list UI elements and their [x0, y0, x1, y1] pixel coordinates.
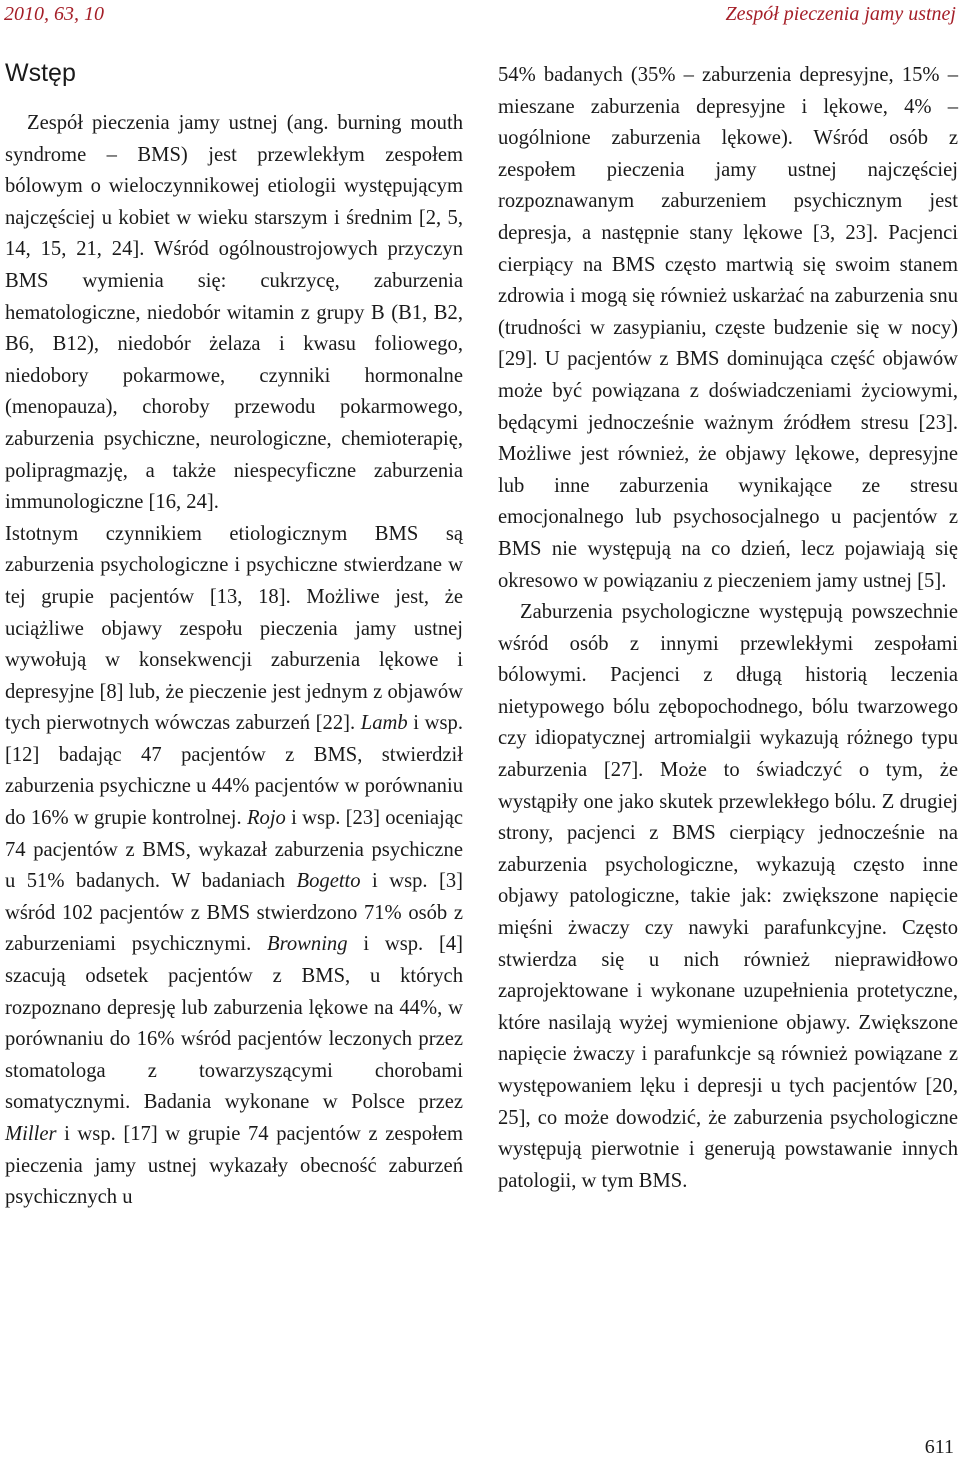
text-run: i wsp. [3] wśród 102 pacjentów z BMS stwierdzono 71% osób z zaburzeniami psychicznymi. — [5, 870, 463, 956]
continuation-paragraph: 54% badanych (35% – zaburzenia depresyjne, 15% – mieszane zaburzenia depresyjne i lękowe, 4% – uogólnione zaburzenia lękowe). Wśród osób z zespołem pieczenia jamy ustnej najczęściej rozpoznawanym zaburzeniem psychicznym jest depresja, a następnie stany lękowe [3, 23]. Pacjenci cierpiący na BMS często martwią się swoim stanem zdrowia i mogą się również uskarżać na zaburzenia snu (trudności w zasypianiu, częste budzenie się w nocy) [29]. U pacjentów z BMS dominująca część objawów może być powiązana z doświadczeniami życiowymi, będącymi jednocześnie ważnym źródłem stresu [23]. Możliwe jest również, że objawy lękowe, depresyjne lub inne zaburzenia wynikające ze stresu emocjonalnego lub psychosocjalnego u pacjentów z BMS nie występują na co dzień, lecz pojawiają się okresowo w powiązaniu z pieczeniem jamy ustnej [5]. — [498, 64, 958, 592]
chronic-pain-paragraph: Zaburzenia psychologiczne występują powszechnie wśród osób z innymi przewlekłymi zespołami bólowymi. Pacjenci z długą historią leczenia nietypowego bólu zębopochodnego, bólu twarzowego czy idiopatycznej artromialgii wykazują różnego typu zaburzenia [27]. Może to świadczyć o tym, że wystąpiły one jako skutek przewlekłego bólu. Z drugiej strony, pacjenci z BMS cierpiący jednocześnie na zaburzenia psychologiczne, wykazują często inne objawy patologiczne, takie jak: zwiększone napięcie mięśni żwaczy czy nawyki parafunkcyjne. Często stwierdza się u nich również nieprawidłowo zaprojektowane i wykonane uzupełnienia protetyczne, które nasilają wyżej wymienione objawy. Zwiększone napięcie żwaczy i parafunkcje są również powiązane z występowaniem lęku i depresji u tych pacjentów [20, 25], co może dowodzić, że zaburzenia psychologiczne występują pierwotnie i generują powstawanie innych patologii, w tym BMS. — [498, 601, 958, 1192]
text-run: i wsp. [17] w grupie 74 pacjentów z zespołem pieczenia jamy ustnej wykazały obecność zaburzeń psychicznych u — [5, 1123, 463, 1209]
text-run: i wsp. [12] badając 47 pacjentów z BMS, stwierdził zaburzenia psychiczne u 44% pacjentów w porównaniu do 16% w grupie kontrolnej. — [5, 712, 463, 830]
page-number: 611 — [924, 1436, 954, 1458]
journal-citation: 2010, 63, 10 — [4, 3, 104, 25]
author-miller: Miller — [5, 1123, 57, 1145]
author-rojo: Rojo — [246, 807, 286, 830]
left-column — [5, 56, 463, 1214]
etiology-paragraph — [5, 519, 463, 1214]
section-heading: Wstęp — [5, 59, 76, 87]
intro-paragraph: Zespół pieczenia jamy ustnej (ang. burning mouth syndrome – BMS) jest przewlekłym zespołem bólowym o wieloczynnikowej etiologii występującym najczęściej u kobiet w wieku starszym i średnim [2, 5, 14, 15, 21, 24]. Wśród ogólnoustrojowych przyczyn BMS wymienia się: cukrzycę, zaburzenia hematologiczne, niedobór witamin z grupy B (B1, B2, B6, B12), niedobór żelaza i kwasu foliowego, niedobory pokarmowe, czynniki hormonalne (menopauza), choroby przewodu pokarmowego, zaburzenia psychiczne, neurologiczne, chemioterapię, polipragmazję, a także niespecyficzne zaburzenia immunologiczne [16, 24]. — [5, 112, 463, 514]
text-run: i wsp. [23] oceniając 74 pacjentów z BMS, wykazał zaburzenia psychiczne u 51% badanych. W badaniach — [5, 807, 463, 893]
text-run: Istotnym czynnikiem etiologicznym BMS są zaburzenia psychologiczne i psychiczne stwierdzane w tej grupie pacjentów [13, 18]. Możliwe jest, że uciążliwe objawy zespołu pieczenia jamy ustnej wywołują w konsekwencji zaburzenia lękowe i depresyjne [8] lub, że pieczenie jest jednym z objawów tych pierwotnych wówczas zaburzeń [22]. — [5, 522, 463, 735]
running-title: Zespół pieczenia jamy ustnej — [725, 3, 956, 25]
author-bogetto: Bogetto — [296, 870, 361, 893]
author-lamb: Lamb — [360, 712, 408, 735]
right-column — [498, 60, 958, 1197]
page-header — [0, 0, 960, 28]
author-browning: Browning — [267, 933, 348, 956]
text-run: i wsp. [4] szacują odsetek pacjentów z BMS, u których rozpoznano depresję lub zaburzenia lękowe na 44%, w porównaniu do 16% wśród pacjentów leczonych przez stomatologa z towarzyszącymi chorobami somatycznymi. Badania wykonane w Polsce przez — [5, 933, 463, 1114]
